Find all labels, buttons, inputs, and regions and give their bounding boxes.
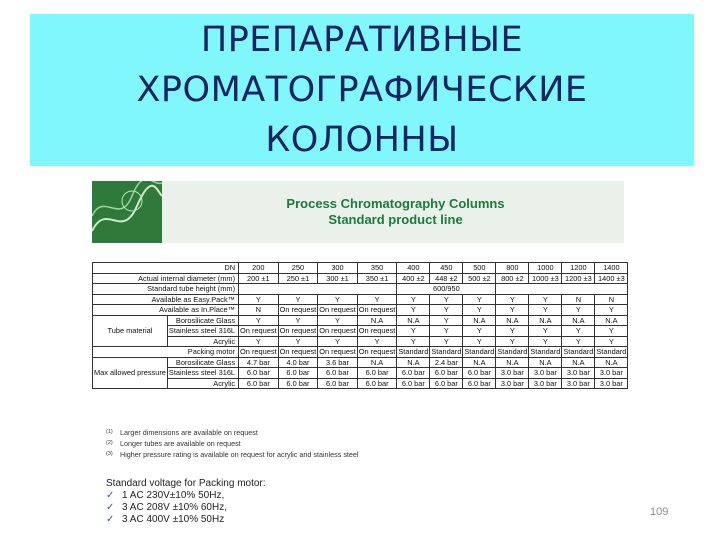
table-cell: Y — [239, 294, 279, 305]
tube-borosilicate-row — [93, 315, 628, 326]
table-cell: N.A — [357, 315, 397, 326]
table-cell — [496, 284, 628, 295]
table-cell: 6.0 bar — [278, 378, 318, 389]
table-cell: 800 — [496, 263, 529, 274]
table-cell: 6.0 bar — [463, 368, 496, 379]
title-line-1: ПРЕПАРАТИВНЫЕ — [200, 20, 524, 60]
table-cell: N — [239, 305, 279, 316]
table-cell: N.A — [496, 315, 529, 326]
easypack-row — [93, 294, 628, 305]
table-cell: On request — [319, 305, 356, 315]
table-cell: On request — [319, 326, 356, 336]
table-cell: Y — [430, 315, 463, 326]
table-cell: N.A — [595, 357, 628, 368]
table-cell: 450 — [430, 263, 463, 274]
table-cell: Y — [562, 326, 595, 337]
table-cell: 1200 — [562, 263, 595, 274]
table-cell: Y — [562, 336, 595, 347]
title-line-3: КОЛОННЫ — [265, 120, 459, 160]
table-cell: Y — [430, 336, 463, 347]
table-cell: Y — [463, 336, 496, 347]
table-cell: 3.0 bar — [529, 378, 562, 389]
table-cell: N — [562, 294, 595, 305]
table-cell: 6.0 bar — [239, 368, 279, 379]
pressure-borosilicate-row — [93, 357, 628, 368]
slide-title — [30, 14, 694, 166]
dn-row-label: DN — [93, 263, 239, 274]
table-cell: Y — [562, 305, 595, 316]
table-cell: 6.0 bar — [397, 378, 430, 389]
inplace-row — [93, 305, 628, 316]
table-cell — [239, 284, 397, 295]
table-cell: Y — [239, 336, 279, 347]
table-cell: 500 ±2 — [463, 273, 496, 284]
page-number: 109 — [650, 506, 669, 518]
diameter-row — [93, 273, 628, 284]
tube-acrylic-row — [93, 336, 628, 347]
table-cell: N.A — [397, 357, 430, 368]
table-cell: Y — [529, 305, 562, 316]
table-cell: Y — [496, 336, 529, 347]
table-cell: Y — [357, 294, 397, 305]
table-cell: Y — [430, 326, 463, 337]
table-cell: 3.0 bar — [529, 368, 562, 379]
table-cell: On request — [279, 326, 317, 336]
table-cell: 6.0 bar — [278, 368, 318, 379]
height-row-label: Standard tube height (mm) — [93, 284, 239, 295]
banner-title — [167, 181, 624, 243]
borosilicate-label: Borosilicate Glass — [167, 315, 238, 326]
table-cell: N — [595, 294, 628, 305]
banner-line-1: Process Chromatography Columns — [286, 196, 505, 211]
footnote-3: (3) Higher pressure rating is available on request for acrylic and stainless steel — [106, 450, 359, 459]
table-cell: 3.0 bar — [562, 368, 595, 379]
table-cell: 800 ±2 — [496, 273, 529, 284]
pressure-acrylic-row — [93, 378, 628, 389]
table-cell: 4.0 bar — [278, 357, 318, 368]
table-cell: Y — [397, 326, 430, 337]
footnote-1: (1) Larger dimensions are available on request — [106, 428, 258, 437]
table-cell: 6.0 bar — [239, 378, 279, 389]
pressure-label: Max allowed pressure — [93, 357, 168, 389]
table-cell: Y — [318, 315, 358, 326]
table-cell: 3.0 bar — [496, 368, 529, 379]
table-cell: Standard — [464, 347, 495, 357]
table-cell: N.A — [463, 357, 496, 368]
table-cell: 6.0 bar — [318, 378, 358, 389]
table-cell: 1000 — [529, 263, 562, 274]
table-cell: Y — [529, 336, 562, 347]
table-cell: On request — [358, 305, 396, 315]
table-cell: On request — [358, 326, 396, 336]
table-cell: Y — [463, 294, 496, 305]
table-cell: N.A — [562, 315, 595, 326]
table-cell: Standard — [530, 347, 561, 357]
check-icon: ✓ — [106, 514, 115, 525]
voltage-item: ✓ 3 AC 208V ±10% 60Hz, — [106, 502, 227, 513]
table-cell: Y — [595, 336, 628, 347]
wave-graphic-icon — [92, 181, 162, 243]
table-cell: On request — [358, 347, 396, 357]
voltage-section — [106, 478, 266, 526]
table-cell: N.A — [595, 315, 628, 326]
voltage-item: ✓ 1 AC 230V±10% 50Hz, — [106, 490, 225, 501]
table-cell: 250 — [278, 263, 318, 274]
diameter-row-label: Actual internal diameter (mm) — [93, 273, 239, 284]
table-cell: 4.7 bar — [239, 357, 279, 368]
motor-row — [93, 347, 628, 358]
check-icon: ✓ — [106, 502, 115, 513]
table-cell: Standard — [398, 347, 429, 357]
table-cell: 400 — [397, 263, 430, 274]
table-cell: Y — [318, 294, 358, 305]
table-cell: On request — [279, 305, 317, 315]
table-cell: 400 ±2 — [397, 273, 430, 284]
title-line-2: ХРОМАТОГРАФИЧЕСКИЕ — [136, 70, 588, 110]
voltage-title: Standard voltage for Packing motor: — [106, 478, 266, 489]
table-cell: 200 — [239, 263, 279, 274]
table-cell: 6.0 bar — [357, 368, 397, 379]
tube-stainless-row — [93, 326, 628, 337]
pressure-stainless-row — [93, 368, 628, 379]
table-cell: Y — [496, 326, 529, 337]
table-cell: N.A — [397, 315, 430, 326]
table-cell: 1000 ±3 — [529, 273, 562, 284]
table-cell: 1200 ±3 — [562, 273, 595, 284]
table-cell: Standard — [563, 347, 594, 357]
table-cell: N.A — [463, 315, 496, 326]
table-cell: 448 ±2 — [430, 273, 463, 284]
table-cell: Y — [278, 336, 318, 347]
table-cell: Y — [397, 294, 430, 305]
table-cell: On request — [240, 326, 277, 336]
scanned-spec-sheet — [82, 176, 632, 540]
table-cell: Y — [239, 315, 279, 326]
table-cell: N.A — [529, 357, 562, 368]
table-cell: Y — [463, 326, 496, 337]
spec-table — [92, 262, 628, 389]
table-cell: N.A — [562, 357, 595, 368]
table-cell: 300 — [318, 263, 358, 274]
p-borosilicate-label: Borosilicate Glass — [167, 357, 238, 368]
table-cell: 300 ±1 — [318, 273, 358, 284]
footnotes — [106, 427, 359, 460]
height-row — [93, 284, 628, 295]
table-cell: Y — [430, 294, 463, 305]
table-cell: 3.0 bar — [562, 378, 595, 389]
table-cell: 600/950 — [397, 284, 496, 295]
table-cell: On request — [279, 347, 317, 357]
table-cell: Y — [357, 336, 397, 347]
table-cell: 500 — [463, 263, 496, 274]
table-cell: 1400 ±3 — [595, 273, 628, 284]
table-cell: On request — [319, 347, 356, 357]
table-cell: Y — [278, 294, 318, 305]
banner-line-2: Standard product line — [328, 212, 463, 227]
table-cell: Y — [496, 294, 529, 305]
table-cell: 6.0 bar — [430, 368, 463, 379]
acrylic-label: Acrylic — [167, 336, 238, 347]
table-cell: 3.0 bar — [496, 378, 529, 389]
table-cell: Y — [278, 315, 318, 326]
table-cell: 6.0 bar — [430, 378, 463, 389]
tube-material-label: Tube material — [93, 315, 168, 347]
table-cell: 350 — [357, 263, 397, 274]
table-cell: 6.0 bar — [318, 368, 358, 379]
table-cell: 2.4 bar — [430, 357, 463, 368]
table-cell: 3.0 bar — [595, 378, 628, 389]
table-cell: 200 ±1 — [239, 273, 279, 284]
p-stainless-label: Stainless steel 316L — [167, 368, 238, 379]
table-cell: Y — [595, 326, 628, 337]
table-cell: Y — [430, 305, 463, 316]
spec-banner — [92, 181, 624, 243]
footnote-2: (2) Longer tubes are available on request — [106, 439, 241, 448]
table-cell: Y — [318, 336, 358, 347]
table-cell: On request — [240, 347, 277, 357]
motor-row-label: Packing motor — [93, 347, 239, 358]
easypack-row-label: Available as Easy.Pack™ — [93, 294, 239, 305]
table-cell: N.A — [529, 315, 562, 326]
table-cell: 3.0 bar — [595, 368, 628, 379]
table-cell: 3.6 bar — [318, 357, 358, 368]
table-cell: 350 ±1 — [357, 273, 397, 284]
table-cell: Standard — [596, 347, 627, 357]
voltage-item: ✓ 3 AC 400V ±10% 50Hz — [106, 514, 225, 525]
p-acrylic-label: Acrylic — [167, 378, 238, 389]
table-cell: 1400 — [595, 263, 628, 274]
table-cell: 6.0 bar — [463, 378, 496, 389]
table-cell: Y — [529, 294, 562, 305]
table-cell: N.A — [496, 357, 529, 368]
table-cell: 6.0 bar — [357, 378, 397, 389]
table-cell: Standard — [431, 347, 462, 357]
dn-row — [93, 263, 628, 274]
table-cell: Standard — [497, 347, 528, 357]
check-icon: ✓ — [106, 490, 115, 501]
table-cell: N.A — [357, 357, 397, 368]
inplace-row-label: Available as In.Place™ — [93, 305, 239, 316]
table-cell: Y — [397, 305, 430, 316]
table-cell: Y — [463, 305, 496, 316]
table-cell: 6.0 bar — [397, 368, 430, 379]
table-cell: Y — [529, 326, 562, 337]
table-cell: Y — [397, 336, 430, 347]
stainless-label: Stainless steel 316L — [167, 326, 238, 337]
table-cell: Y — [595, 305, 628, 316]
table-cell: Y — [496, 305, 529, 316]
table-cell: 250 ±1 — [278, 273, 318, 284]
